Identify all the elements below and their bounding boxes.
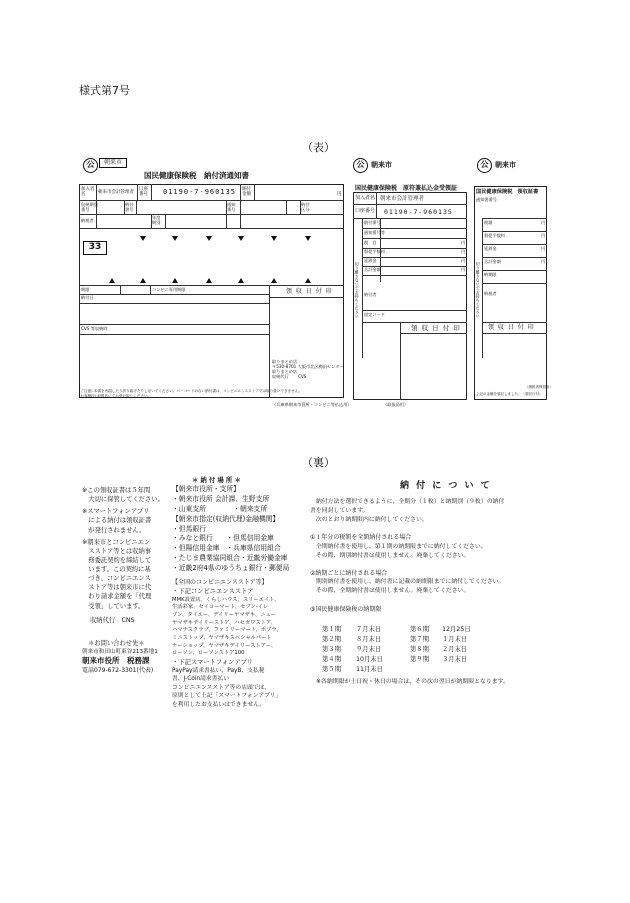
city-seal-icon: 公 (477, 158, 492, 173)
receipt-row-label: 督促手数料 (484, 233, 505, 238)
payment-date-label: 納付日 (81, 295, 94, 300)
intro-line: 納付方法を選択できるように、全期分（１枚）と納期別（９枚）の納付 (310, 498, 505, 505)
voucher-payer-value: 朝来市会計管理者 (380, 196, 425, 202)
receipt-title: 国民健康保険税 領収証書 (476, 189, 539, 195)
app-line: 原則として上記「スマートフォンアプリ」 (172, 693, 282, 700)
form-code-box: 33 (83, 241, 107, 255)
voucher-row-label: 納付番号 (364, 220, 381, 225)
receipt-side-note: 切り離さないでお持ちください (475, 262, 481, 318)
period-date: ３月末日 (442, 656, 468, 663)
payment-type-label: 納付区分 (301, 202, 310, 212)
period-date: １月末日 (442, 636, 468, 643)
contact-phone: 電話079-672-3301(代表) (82, 666, 154, 674)
voucher-yen: 円 (461, 249, 466, 254)
intro-line: 書を同封しています。 (310, 508, 369, 515)
note-line: づき、コンビニエンス (82, 575, 151, 583)
period-label: 第４期 (322, 656, 341, 663)
cvs-line: ミニストップ、ヤマザキスペシャルパート (172, 634, 272, 641)
section-2-line: 期別納付書を使用し、納付書に記載の納期限までに納付してください。 (310, 579, 505, 586)
payment-guide-title: 納 付 に つ い て (400, 481, 492, 491)
period-date: 10月末日 (356, 656, 383, 663)
contact-office: 朝来市役所 税務課 (82, 655, 150, 665)
account-number: 01190-7-960135 (163, 188, 237, 196)
voucher-footer: （取扱局用） (383, 402, 409, 407)
note-line: 務委託契約を締結して (82, 556, 152, 564)
intro-line: 次のとおり納期限内に納付してください。 (310, 517, 428, 524)
city-name-badge: 朝来市 (99, 158, 127, 168)
agent-line-4: 収納代行 (272, 374, 289, 379)
receipt-yen: 円 (541, 246, 546, 251)
app-line: 書、J-Coin請求書払い (172, 676, 230, 683)
cvs-line: MMK設置店、くらしハウス、スリーエイト、 (172, 596, 280, 603)
agent-line-2: 〒530-8701 大阪市北区梅田センター (272, 364, 344, 369)
voucher-row-label: 税 目 (364, 240, 377, 245)
voucher-row-label: 督促手数料 (364, 249, 385, 254)
cvs-line: 生活彩家、セイコーマート、セブン-イレ (172, 604, 269, 611)
note-line: による納付は領収証書 (82, 517, 152, 525)
note-line: ※朝来市とコンビニエン (82, 538, 151, 546)
receipt-subtitle: 通知書番号 (476, 197, 497, 202)
receipt-row-label: 合計金額 (484, 259, 501, 264)
receipt-yen: 円 (541, 220, 546, 225)
period-label: 第７期 (410, 636, 429, 643)
period-date: ２月末日 (442, 646, 468, 653)
voucher-yen: 円 (461, 267, 466, 272)
convenience-deadline-label: コンビニ専用期限 (152, 287, 186, 292)
app-line: ・下記スマートフォンアプリ (172, 658, 253, 666)
notice-customer-copy: (お客様控) 取扱店にてお受け取りください。 (79, 394, 152, 398)
agent-line-3: 取りまとめ店 (272, 369, 298, 374)
note-line: ※この領収証書は５年間 (82, 487, 151, 494)
voucher-code-label: 固定コード (364, 312, 385, 317)
period-label: 第６期 (410, 626, 429, 633)
voucher-payer-label: 加入者名 (355, 195, 376, 201)
section-2-line: その際、全期納付書は使用しません。廃棄してください。 (310, 588, 470, 595)
back-notes-column (82, 486, 164, 676)
period-label: 第８期 (410, 646, 429, 653)
convenience-period-label: 期限 (81, 287, 90, 292)
collection-agent: 収納代行 CNS (90, 616, 135, 624)
note-line: 大切に保管してください。 (82, 496, 164, 504)
note-line: ※スマートフォンアプリ (82, 508, 150, 516)
voucher-row-label: 通知番号等 (364, 230, 385, 235)
note-line: 受領」しています。 (82, 602, 145, 610)
cvs-line: ハマナスクラブ、ファミリーマート、ポプラ、 (172, 627, 282, 634)
voucher-payer-name-label: 納付者 (364, 292, 377, 297)
receipt-stamp-label: 領 収 日 付 印 (488, 324, 535, 331)
place-line: 【朝来市役所・支所】 (172, 485, 240, 494)
place-line: ・但馬銀行 (172, 524, 206, 533)
payment-places-column (172, 476, 289, 709)
notice-footer: （兵庫県朝来市役所・コンビニ等払込用） (272, 402, 352, 407)
back-side-label: （裏） (302, 456, 335, 469)
fiscal-label: 収納期別 (81, 202, 98, 207)
place-line: ・朝来市役所 会計課、生野支所 (172, 494, 270, 503)
cvs-line: ヤマザキデイリーストア、ハセガワストア、 (172, 619, 276, 626)
period-label: 第９期 (410, 656, 429, 663)
note-line: わり請求金額を「代理 (82, 593, 152, 601)
account-label: 口座番号 (139, 187, 148, 198)
amount-label: 納付金額 (242, 187, 251, 198)
receipt-row-label: 延滞金 (484, 246, 497, 251)
tax-item-label: 納付書号 (125, 202, 134, 212)
voucher-account-number: 01190-7-960135 (384, 208, 453, 216)
contact-title: ＊お問い合わせ先＊ (88, 639, 145, 647)
voucher-title: 国民健康保険税 原符兼払込金受領証 (355, 185, 458, 192)
payer-label: 加入者名 (81, 187, 95, 198)
place-line: ・みなと銀行 ・但馬信用金庫 (172, 534, 274, 543)
receipt-note: 上記の金額を領収しました。（領収日付） (476, 392, 543, 396)
cvs-title: 【全国のコンビニエンスストア等】 (172, 578, 268, 586)
period-date: ８月末日 (356, 636, 382, 643)
section-1-line: 全期納付書を使用し、第１期の納期限までに納付してください。 (310, 543, 487, 550)
section-3-title: ③国民健康保険税の納期限 (310, 605, 382, 613)
contact-address: 朝来市和田山町東谷213番地1 (82, 648, 158, 655)
voucher-yen: 円 (461, 240, 466, 245)
city-seal-icon: 公 (353, 158, 368, 173)
amount-yen: 円 (337, 192, 342, 197)
app-line: を利用したお支払いはできません。 (172, 701, 266, 708)
cvs-line: ブン、タイエー、デイリーヤマザキ、ニュー (172, 611, 277, 618)
voucher-account-label: 口座番号 (355, 208, 376, 214)
payment-guide-column (310, 480, 504, 614)
receipt-yen: 円 (541, 259, 546, 264)
period-date: 11月末日 (356, 666, 383, 673)
front-side-label: （表） (302, 141, 335, 154)
agent-line-5: CVS (298, 374, 307, 379)
voucher-row-label: 合計金額 (364, 267, 381, 272)
period-label: 第１期 (322, 626, 341, 633)
place-line: ・近畿2府4県のゆうちょ銀行・郵便局 (172, 563, 290, 572)
period-date: 12月25日 (442, 626, 471, 633)
period-label: 第３期 (322, 646, 341, 653)
agent-line-1: 取りまとめ店 (272, 359, 298, 364)
payment-places-title: ＊ 納 付 場 所 ＊ (192, 477, 241, 484)
section-1-line: その際、期別納付書は使用しません。廃棄してください。 (310, 552, 470, 559)
receipt-yen: 円 (541, 233, 546, 238)
notice-no-label: 通知番号 (227, 202, 236, 212)
voucher-side-note: 切り離さないでお持ちください (354, 262, 360, 318)
section-1-title: ①１年分の税額を全額納付される場合 (310, 534, 412, 542)
note-line: が発行されません。 (82, 526, 146, 534)
period-date: ９月末日 (356, 646, 382, 653)
number-label: 番号 (81, 207, 90, 212)
cvs-line: ナーショップ、ヤマザキデイリーストアー、 (172, 642, 277, 649)
period-label: 第５期 (322, 666, 341, 673)
taxpayer-label: 納税者 (81, 218, 94, 223)
place-line: ・但陽信用金庫 ・兵庫県信用組合 (172, 544, 281, 553)
payer-value: 朝来市会計管理者 (98, 190, 134, 195)
notice-title: 国民健康保険税 納付済通知書 (144, 171, 249, 180)
app-line: コンビニエンスストア等の店頭では、 (172, 684, 271, 691)
note-line: スストア等とは収納事 (82, 547, 152, 555)
period-label: 第２期 (322, 636, 341, 643)
city-name: 朝来市 (495, 161, 516, 169)
voucher-yen: 円 (461, 258, 466, 263)
notice-caution: (ご注意) 本書を汚損したり折り曲げたりしないでください。バーコードのない納付書は、コンビニエンスストアでは取り扱いできません。 (79, 389, 303, 393)
place-line: ・山東支所 ・朝来支所 (172, 504, 268, 513)
receipt-row-label: 納期限 (484, 272, 497, 277)
place-line: 【朝来市指定(収納代理)金融機関】 (172, 514, 280, 523)
city-name: 朝来市 (371, 161, 392, 169)
receipt-row-label: 税額 (484, 220, 493, 225)
year-period-label: 年度期別 (152, 215, 161, 225)
receipt-stamp-label: 領 収 日 付 印 (286, 288, 333, 295)
receipt-footer: （納税者保管用） (525, 385, 553, 389)
app-line: PayPay請求書払い、PayB、支払秘 (172, 668, 265, 675)
section-2-title: ②納期ごとに納付される場合 (310, 569, 388, 577)
deadline-footnote: ※各納期限が土日祝・休日の場合は、その次の翌日が納期限となります。 (316, 679, 509, 685)
note-line: ストア等は朝来市に代 (82, 584, 152, 592)
cvs-label: CVS 等収納時 (81, 326, 108, 331)
note-line: います。この契約に基 (82, 566, 151, 573)
voucher-receipt-stamp: 領 収 日 付 印 (411, 324, 461, 332)
receipt-payer-label: 納税者 (484, 291, 497, 296)
place-line: ・たじま農業協同組合・近畿労働金庫 (172, 554, 288, 563)
period-date: ７月末日 (356, 626, 382, 633)
voucher-row-label: 延滞金 (364, 258, 377, 263)
cvs-line: ・下記コンビニエンスストア (172, 588, 254, 596)
city-seal-icon: 公 (83, 158, 98, 173)
form-number: 様式第7号 (79, 84, 130, 97)
cvs-line: ローソン、ローソンストア100 (172, 650, 245, 657)
